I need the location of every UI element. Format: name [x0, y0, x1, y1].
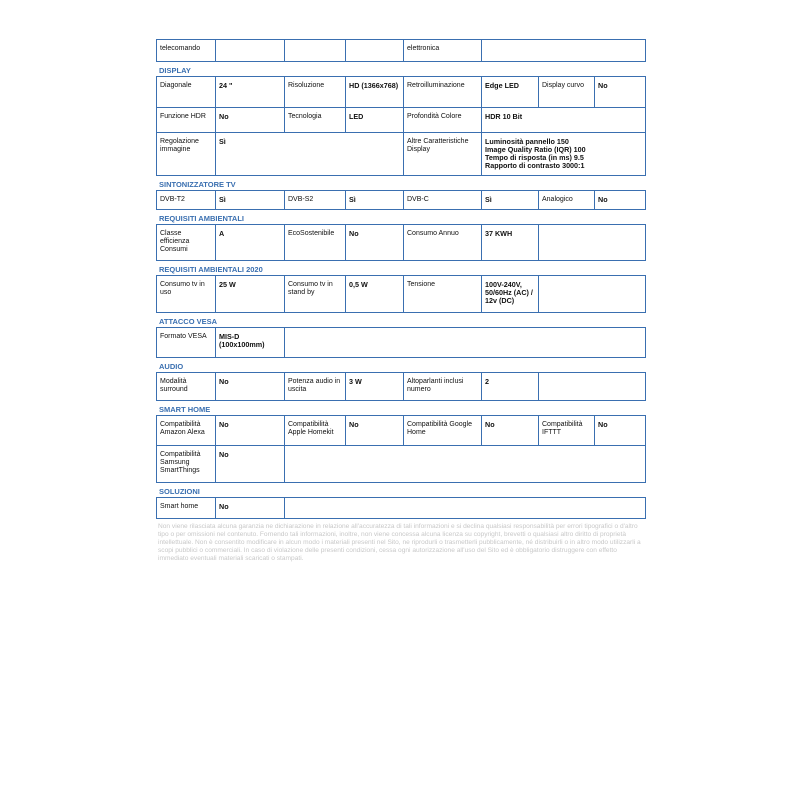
- spec-value: [215, 40, 284, 61]
- spec-label: Display curvo: [538, 77, 594, 107]
- spec-value: Sì: [481, 191, 538, 209]
- spec-label: Funzione HDR: [160, 113, 206, 120]
- spec-label: EcoSostenibile: [284, 225, 345, 260]
- spec-label: Consumo tv in stand by: [284, 276, 345, 312]
- spec-label: DVB-T2: [160, 196, 185, 203]
- spec-sheet: [156, 39, 646, 563]
- table-row: [156, 224, 646, 261]
- table-row: [156, 372, 646, 401]
- section-title-environment: REQUISITI AMBIENTALI: [159, 214, 244, 223]
- spec-label: DVB-C: [403, 191, 481, 209]
- spec-value: [345, 40, 403, 61]
- spec-value: MIS-D (100x100mm): [215, 328, 284, 357]
- spec-value: [284, 328, 647, 357]
- spec-label: Tensione: [403, 276, 481, 312]
- section-title-smart-home: SMART HOME: [159, 405, 211, 414]
- spec-value: [284, 498, 647, 518]
- spec-value: No: [345, 225, 403, 260]
- spec-label: Risoluzione: [284, 77, 345, 107]
- spec-value: No: [215, 498, 284, 518]
- spec-value: No: [215, 446, 284, 482]
- spec-value: HDR 10 Bit: [481, 108, 647, 132]
- spec-label: Compatibilità Apple Homekit: [284, 416, 345, 445]
- table-row: [156, 39, 646, 62]
- spec-value: No: [594, 191, 647, 209]
- spec-label: Compatibilità Google Home: [403, 416, 481, 445]
- spec-label: Consumo tv in uso: [160, 281, 205, 296]
- table-row: [156, 76, 646, 108]
- spec-label: Classe efficienza Consumi: [160, 230, 190, 253]
- spec-label: [284, 40, 345, 61]
- spec-value: [284, 446, 647, 482]
- spec-value: No: [345, 416, 403, 445]
- spec-label: Compatibilità Samsung SmartThings: [160, 451, 201, 474]
- spec-value: [538, 373, 647, 400]
- table-row: [156, 415, 646, 446]
- spec-label: elettronica: [403, 40, 481, 61]
- spec-value: No: [215, 416, 284, 445]
- table-row: [156, 446, 646, 483]
- spec-label: Profondità Colore: [403, 108, 481, 132]
- spec-value: 0,5 W: [345, 276, 403, 312]
- spec-label: Compatibilità Amazon Alexa: [160, 421, 205, 436]
- section-title-vesa: ATTACCO VESA: [159, 317, 218, 326]
- spec-value: 24 ": [215, 77, 284, 107]
- spec-label: Altre Caratteristiche Display: [403, 133, 481, 175]
- spec-value: [538, 225, 647, 260]
- spec-value: A: [215, 225, 284, 260]
- spec-value: [481, 40, 647, 61]
- spec-label: Regolazione immagine: [160, 138, 199, 153]
- spec-value: [538, 276, 647, 312]
- disclaimer-text: Non viene rilasciata alcuna garanzia ne dichiarazione in relazione all'accuratezza di tali informazioni e si declina qualsiasi responsabilità per errori tipografici o d'altro tipo o per omissioni nel contenuto. Fornendo tali informazioni, inoltre, non viene concessa alcuna licenza su copyright, brevetti o qualsiasi altro diritto di proprietà intellettuale. Non è consentito modificare in alcun modo i materiali presenti nel Sito, ne riprodurli o trasmetterli pubblicamente, né distribuirli o in altro modo utilizzarli a scopi pubblici o commerciali. In caso di violazione delle presenti condizioni, cessa ogni autorizzazione all'uso del Sito ed è obbligatorio distruggere con effetto immediato eventuali materiali scaricati o stampati.: [158, 523, 641, 562]
- spec-value: 2: [481, 373, 538, 400]
- section-title-tuner: SINTONIZZATORE TV: [159, 180, 236, 189]
- spec-label: Compatibilità IFTTT: [538, 416, 594, 445]
- table-row: [156, 190, 646, 210]
- spec-label: Modalità surround: [160, 378, 188, 393]
- spec-value: HD (1366x768): [345, 77, 403, 107]
- table-row: [156, 133, 646, 176]
- spec-value: Luminosità pannello 150 Image Quality Ratio (IQR) 100 Tempo di risposta (in ms) 9.5 Rapporto di contrasto 3000:1: [481, 133, 647, 175]
- spec-value: Sì: [215, 191, 284, 209]
- spec-label: DVB-S2: [284, 191, 345, 209]
- spec-label: Smart home: [160, 503, 199, 510]
- section-title-environment-2020: REQUISITI AMBIENTALI 2020: [159, 265, 263, 274]
- spec-value: Sì: [215, 133, 403, 175]
- spec-value: No: [215, 373, 284, 400]
- spec-label: Consumo Annuo: [403, 225, 481, 260]
- spec-label: Analogico: [538, 191, 594, 209]
- spec-value: 37 KWH: [481, 225, 538, 260]
- spec-label: Retroilluminazione: [403, 77, 481, 107]
- table-row: [156, 108, 646, 133]
- spec-label: Potenza audio in uscita: [284, 373, 345, 400]
- spec-label: Tecnologia: [284, 108, 345, 132]
- spec-label: telecomando: [160, 45, 201, 52]
- spec-value: No: [215, 108, 284, 132]
- section-title-display: DISPLAY: [159, 66, 191, 75]
- spec-value: No: [481, 416, 538, 445]
- spec-value: 3 W: [345, 373, 403, 400]
- spec-value: No: [594, 77, 647, 107]
- section-title-audio: AUDIO: [159, 362, 184, 371]
- section-title-solutions: SOLUZIONI: [159, 487, 200, 496]
- table-row: [156, 327, 646, 358]
- spec-value: No: [594, 416, 647, 445]
- spec-value: 100V-240V, 50/60Hz (AC) / 12v (DC): [481, 276, 538, 312]
- spec-label: Altoparlanti inclusi numero: [403, 373, 481, 400]
- table-row: [156, 275, 646, 313]
- spec-label: Diagonale: [160, 82, 192, 89]
- spec-value: LED: [345, 108, 403, 132]
- spec-value: 25 W: [215, 276, 284, 312]
- spec-label: Formato VESA: [160, 333, 207, 340]
- table-row: [156, 497, 646, 519]
- spec-value: Edge LED: [481, 77, 538, 107]
- spec-value: Sì: [345, 191, 403, 209]
